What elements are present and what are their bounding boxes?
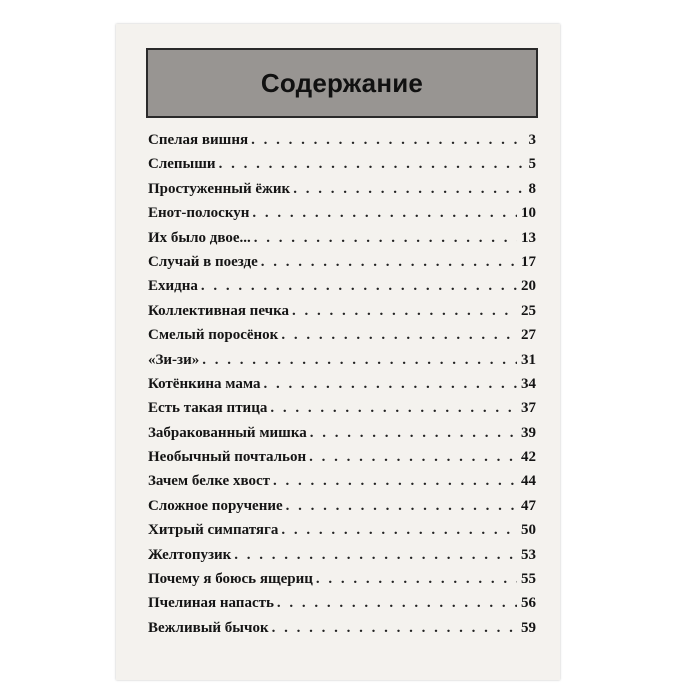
toc-entry-title: Спелая вишня [148, 132, 249, 148]
toc-entry-title: «Зи-зи» [148, 351, 200, 368]
toc-entry [148, 201, 536, 225]
toc-entry-page-number: 39 [521, 424, 536, 441]
toc-entry [148, 128, 536, 152]
toc-entry-page-number: 59 [521, 619, 536, 636]
toc-entry [148, 323, 536, 347]
toc-entry [148, 226, 536, 250]
toc-entry [148, 445, 536, 469]
toc-entry-page-number: 8 [528, 180, 536, 197]
toc-entry-title: Хитрый симпатяга [148, 522, 279, 539]
toc-entry [148, 372, 536, 396]
dot-leader [309, 445, 517, 469]
toc-entry-title: Простуженный ёжик [148, 180, 291, 197]
dot-leader [252, 201, 517, 225]
toc-entry-title: Вежливый бычок [148, 619, 269, 636]
toc-entry-page-number: 10 [521, 205, 536, 222]
toc-entry-page-number: 27 [521, 327, 536, 344]
dot-leader [277, 591, 517, 615]
dot-leader [281, 323, 517, 347]
toc-entry-page-number: 53 [521, 546, 536, 563]
toc-entry-page-number: 20 [521, 278, 536, 295]
toc-entry [148, 348, 536, 372]
toc-entry [148, 274, 536, 298]
toc-entry [148, 543, 536, 567]
toc-entry-title: Котёнкина мама [148, 375, 261, 392]
dot-leader [281, 518, 517, 542]
toc-entry [148, 177, 536, 201]
toc-entry-title: Почему я боюсь ящериц [148, 571, 313, 588]
dot-leader [293, 177, 524, 201]
dot-leader [272, 616, 517, 640]
toc-entry [148, 396, 536, 420]
toc-entry-title: Ехидна [148, 278, 198, 295]
toc-entry [148, 152, 536, 176]
toc-entry-page-number: 34 [521, 375, 536, 392]
dot-leader [264, 372, 517, 396]
page-title: Содержание [260, 67, 424, 98]
dot-leader [201, 274, 517, 298]
toc-entry-page-number: 13 [521, 229, 536, 246]
dot-leader [273, 469, 517, 493]
toc-entry-page-number: 44 [521, 473, 536, 490]
dot-leader [261, 250, 517, 274]
dot-leader [219, 152, 525, 176]
toc-entry-title: Енот-полоскун [148, 205, 250, 222]
dot-leader [286, 494, 517, 518]
dot-leader [254, 226, 517, 250]
toc-entry [148, 591, 536, 615]
toc-entry-title: Желтопузик [148, 546, 232, 563]
toc-entry-title: Забракованный мишка [148, 424, 307, 441]
dot-leader [316, 567, 517, 591]
toc-entry [148, 494, 536, 518]
dot-leader [292, 299, 517, 323]
toc-entry-title: Пчелиная напасть [148, 595, 274, 612]
dot-leader [234, 543, 517, 567]
toc-entry-title: Коллективная печка [148, 302, 289, 319]
toc-entry-page-number: 31 [521, 351, 536, 368]
toc-entry-page-number: 55 [521, 571, 536, 588]
toc-entry [148, 518, 536, 542]
toc-entry-title: Смелый поросёнок [148, 327, 279, 344]
toc-entry-page-number: 25 [521, 302, 536, 319]
toc-entry-title: Необычный почтальон [148, 449, 307, 466]
toc-entry-title: Есть такая птица [148, 400, 268, 417]
toc-entry-title: Слепыши [148, 156, 216, 173]
table-of-contents [148, 128, 536, 640]
toc-entry [148, 469, 536, 493]
toc-entry [148, 567, 536, 591]
dot-leader [251, 128, 524, 152]
toc-entry-title: Зачем белке хвост [148, 473, 270, 490]
dot-leader [202, 348, 517, 372]
toc-entry-page-number: 37 [521, 400, 536, 417]
toc-entry-page-number: 3 [528, 132, 536, 148]
toc-entry-title: Случай в поезде [148, 253, 258, 270]
dot-leader [310, 421, 517, 445]
toc-entry [148, 616, 536, 640]
toc-entry-title: Их было двое... [148, 229, 251, 246]
toc-entry-page-number: 42 [521, 449, 536, 466]
toc-entry [148, 250, 536, 274]
toc-entry-page-number: 5 [528, 156, 536, 173]
toc-entry [148, 299, 536, 323]
book-page [116, 24, 560, 680]
toc-entry-page-number: 17 [521, 253, 536, 270]
toc-entry-page-number: 50 [521, 522, 536, 539]
toc-entry-page-number: 47 [521, 497, 536, 514]
toc-entry-page-number: 56 [521, 595, 536, 612]
contents-header [146, 48, 538, 118]
dot-leader [270, 396, 517, 420]
toc-entry [148, 421, 536, 445]
toc-entry-title: Сложное поручение [148, 497, 283, 514]
